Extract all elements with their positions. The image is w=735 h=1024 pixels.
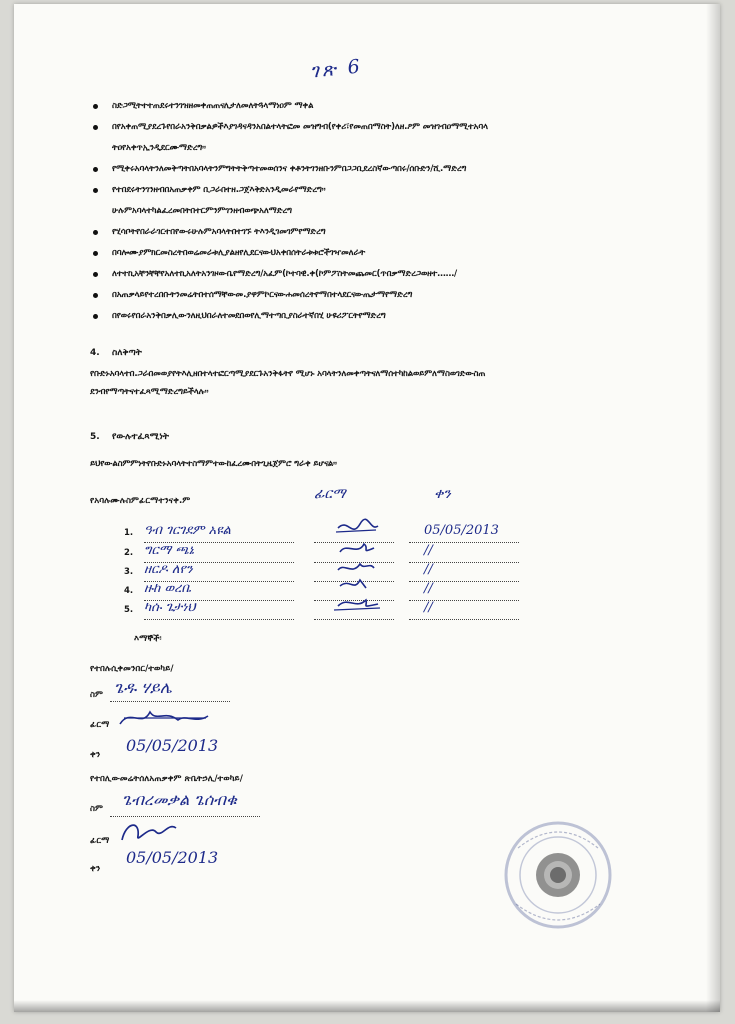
member-name: ዓብ ገርገደም አዩል <box>144 523 231 538</box>
bullet-list <box>90 100 690 331</box>
member-name: ዙከ ወረቤ <box>144 581 192 596</box>
section-5-number: 5. <box>90 432 100 442</box>
witness-2-signature <box>116 814 196 846</box>
member-date: // <box>424 562 433 577</box>
page-number: ገጽ 6 <box>308 55 364 83</box>
member-signatures <box>330 518 420 618</box>
bullet-text: በባሎሙያምክርመስረትበወሬመራቱሊያልዘየሊደርናውህአቀበሰትራቱቱሮችገዣመለራት <box>112 248 366 258</box>
page-bottom-shadow <box>14 1000 720 1012</box>
signature-column-header: ፊርማ <box>314 486 346 502</box>
divider <box>409 619 519 620</box>
bullet-icon <box>93 314 98 319</box>
bullet-icon <box>93 293 98 298</box>
bullet-text: የሚቀሩአባላትንለመቅጣትበአባላትንምግትትቅጣተመወሰንና ቀቶንትገንዘቡንምበጋጋቢደረስኛውጣበሩ/ሰቡድን/ሺ.ማድረግ <box>112 164 467 174</box>
section-4-line-1: የቡድኑአባላተበ.ጋራበመወያየትእሊዘበተላተፎርጣሚያደርጉአንቅፋትየ ሚሆኑ አባላትንለመቀጣትናለማሰተካከልወይምለማስወገድውስጠ <box>90 369 486 379</box>
row-number: 4. <box>124 586 134 596</box>
bullet-text: ለተተኪአቸንቸቸየአለተኪአለትአንገዞውቤየማድረግ/አፈም(ኮተባዊ.ቀ(ኮምፖስትመጨመር(ጥበቃማድረጋወዘተ……/ <box>112 269 457 279</box>
section-4-heading: ስለቅጣት <box>112 348 142 358</box>
bullet-icon <box>93 125 98 130</box>
witness-2-date: 05/05/2013 <box>126 848 219 867</box>
bullet-icon <box>93 104 98 109</box>
section-4-line-2: ደንብየማጣትናተፈጻሚማድረግይችላሉ። <box>90 387 209 397</box>
bullet-text: በየወሩየበራአንቅበቃሊውንለዚህበራለተመደበወየሊማተጣቢያስራተኛበሂ ሁዩሪፖርትየማድረግ <box>112 311 386 321</box>
bullet-text: የተበደሩትንገንዘብበአጠቃቀም ቢጋራበተዘ.ጋጀእቅድአንዲመራየማድረግ። <box>112 185 326 195</box>
bullet-icon <box>93 251 98 256</box>
divider <box>314 619 394 620</box>
list-item <box>90 268 690 281</box>
list-item <box>90 310 690 323</box>
member-name: ግርማ ጫኔ <box>144 543 194 558</box>
section-4-number: 4. <box>90 348 100 358</box>
witness-1-signature <box>116 704 216 732</box>
list-item <box>90 100 690 113</box>
row-number: 5. <box>124 605 134 615</box>
witness-2-signature-label: ፊርማ <box>90 836 110 846</box>
list-item <box>90 247 690 260</box>
section-5-line: ይህየውልስምምነትየቡድኑአባላትተስማምተውከፈረሙበትጊዜጀምሮ ግራቀ ይሆናል። <box>90 459 337 469</box>
divider <box>144 619 294 620</box>
bullet-icon <box>93 188 98 193</box>
bullet-icon <box>93 230 98 235</box>
row-number: 2. <box>124 548 134 558</box>
page-edge-shadow <box>706 4 720 1012</box>
witness-1-signature-label: ፊርማ <box>90 720 110 730</box>
row-number: 1. <box>124 528 134 538</box>
bullet-text: የሂሳቦትየበራራገርተበየውሩሁሉምአባላትበተገኙ ትእንዲገመገምየማድረግ <box>112 227 326 237</box>
bullet-text: በየአቀጠሚያደረጉየበራአንቅበቃልዎችእያገዳናዳንአበልተላትፎመ መዝግብ(የቀሪ፣የመጠበማስት)ለዘ.ዖም መዝገብዐማሚተአባላ <box>112 122 488 132</box>
witness-1-date: 05/05/2013 <box>126 736 219 755</box>
bullet-text-continued: ትዐየአቀጥኢንዲደርሙማድረግ። <box>112 143 206 153</box>
list-item <box>90 226 690 239</box>
witnesses-title: እማኞች፡ <box>134 634 162 644</box>
witness-2-title: የተበሊውመሬትሰለአጠቃቀም ጽቤትኃሊ/ተወካይ/ <box>90 774 243 784</box>
section-5-heading: የውሉተፈጻሚነት <box>112 432 169 442</box>
witness-1-title: የተበሉሲቀመንበር/ተወካይ/ <box>90 664 174 674</box>
list-item <box>90 121 690 155</box>
row-number: 3. <box>124 567 134 577</box>
witness-1-date-label: ቀን <box>90 750 101 760</box>
list-item <box>90 184 690 218</box>
list-item <box>90 163 690 176</box>
member-date: // <box>424 543 433 558</box>
witness-1-name-label: ስም <box>90 690 104 700</box>
member-date: // <box>424 600 433 615</box>
list-item <box>90 289 690 302</box>
witness-2-date-label: ቀን <box>90 864 101 874</box>
witness-2-name: ጌብረመቃል ጌሰብቁ <box>122 790 237 809</box>
divider <box>110 701 230 702</box>
members-intro: የአባሉሙሉስምፊርማተንናቀ.ም <box>90 496 191 506</box>
member-name: ዘርዶ ለየን <box>144 562 193 577</box>
document-page <box>14 4 720 1012</box>
bullet-icon <box>93 167 98 172</box>
witness-2-name-label: ስም <box>90 804 104 814</box>
bullet-text: ስድጋሚትተተጠደሩተንገዝዘመቀጠጠናሊታለመለትጓላማነዐም ማቀል <box>112 101 314 111</box>
date-column-header: ቀን <box>434 486 451 502</box>
bullet-icon <box>93 272 98 277</box>
bullet-text-continued: ሁሉምአባላተካልፈረመበትበተርምንምገንዘብወጭአለማድረግ <box>112 206 292 216</box>
member-date: // <box>424 581 433 596</box>
official-stamp <box>488 820 618 930</box>
member-date: 05/05/2013 <box>424 523 499 538</box>
witness-1-name: ጌዱ ሃይሌ <box>114 678 172 697</box>
bullet-text: በአጠቃላይየተረበቡትንመሬትበተሰማቸውመ.ያዋምኮርናውሐመሰረትየማበተላደርናውጤታማየማድረግ <box>112 290 413 300</box>
member-name: ካሱ ጌታነህ <box>144 600 196 615</box>
